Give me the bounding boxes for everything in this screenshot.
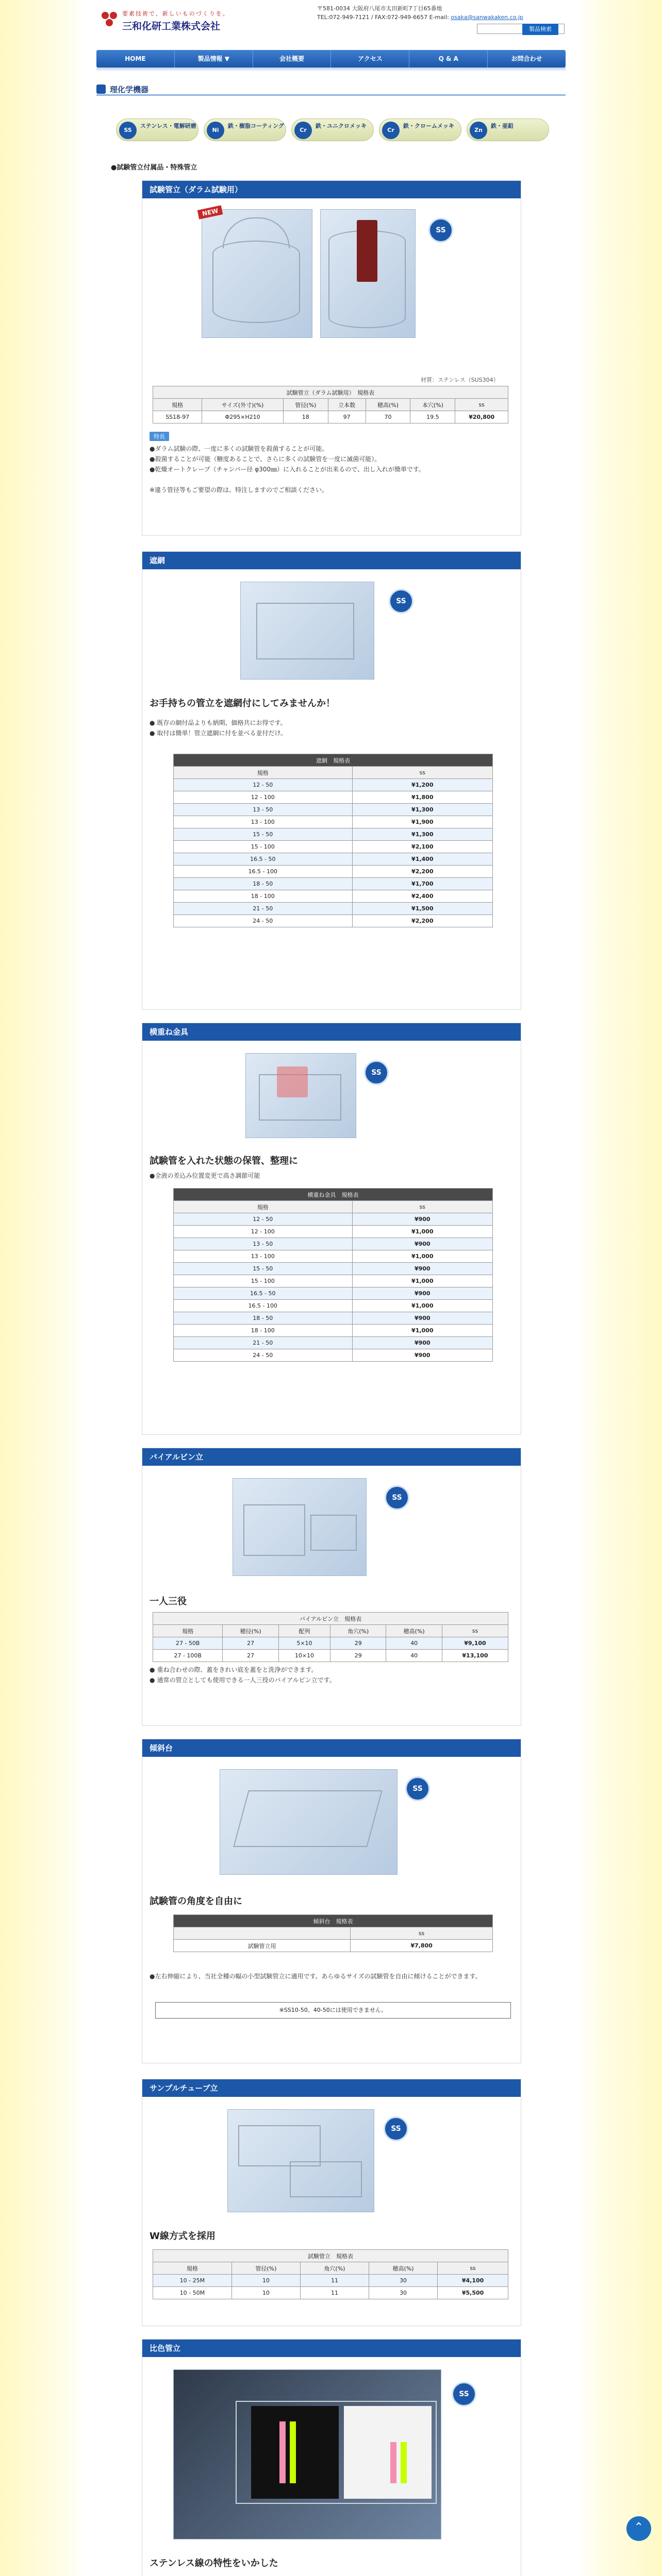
table-row [153,2275,508,2287]
catch-copy: お手持ちの管立を遮網付にしてみませんか！ [150,698,335,709]
cell: SS18-97 [153,411,202,423]
cell: 15 - 50 [174,1263,353,1275]
panel-title: 横重ね金具 [142,1023,521,1041]
scroll-to-top-button[interactable]: ⌃ [626,2516,651,2541]
section-title-icon [96,84,106,94]
logo-tagline: 要素技術で、新しいものづくりを。 [122,10,229,17]
category-label: 鉄・クロームメッキ [403,123,454,129]
cell: 15 - 100 [174,1275,353,1287]
column-header: 配列 [278,1625,330,1637]
product-panel-vial [142,1448,521,1726]
table-row [174,1213,493,1226]
cell: 18 - 100 [174,890,353,903]
table-row [174,1337,493,1349]
price-cell: ¥1,300 [352,828,492,841]
cell: 13 - 100 [174,816,353,828]
point-item: 重ね合わせの際、蓋をきれい底を蓋をと洗浄ができます。 [157,1666,318,1673]
cell: 16.5 - 100 [174,866,353,878]
cell: 97 [328,411,366,423]
table-row [174,779,493,791]
panel-title: 試験管立（ダラム試験用） [142,181,521,198]
ss-badge: SS [389,589,413,614]
price-cell: ¥1,500 [352,903,492,915]
product-photo [173,2369,441,2539]
table-row [153,1637,508,1650]
cell: 16.5 - 50 [174,853,353,866]
cell: 21 - 50 [174,1337,353,1349]
table-row [174,903,493,915]
point-item: 取付は簡単！管立遮網に付を並べる並付だけ。 [157,730,287,737]
cell: 12 - 100 [174,1226,353,1238]
mail-label: E-mail: [429,14,449,21]
spec-table [153,1612,508,1662]
price-cell: ¥1,700 [352,878,492,890]
nav-access[interactable]: アクセス [331,50,409,67]
feature-item: ●乾燥オートクレーブ（チャンバー径 φ300㎜）に入れることが出来るので、出し入れが簡単です。 [150,466,425,473]
column-header: ss [352,767,492,779]
search-button[interactable]: 製品検索 [522,24,558,35]
column-header: 穂高(%) [386,1625,442,1637]
spec-table [153,2249,508,2299]
section-title: 理化学機器 [110,85,149,94]
point-list: ● 既存の網付品よりも納期、価格共にお得です。 ● 取付は簡単！管立遮網に付を並べる並付だけ。 [150,719,287,737]
ss-badge: SS [452,2382,476,2406]
table-row [174,816,493,828]
column-header: ss [442,1625,508,1637]
catch-copy: W線方式を採用 [150,2231,216,2242]
custom-note: ※違う管径等もご要望の際は、特注しますのでご相談ください。 [150,486,328,494]
cell: 24 - 50 [174,915,353,927]
nav-products[interactable]: 製品情報 ▼ [175,50,253,67]
logo[interactable] [101,5,266,37]
price-cell: ¥1,400 [352,853,492,866]
cell: 70 [366,411,410,423]
cell: 10 [231,2287,300,2299]
category-stainless[interactable] [116,118,198,141]
cell: 40 [386,1637,442,1650]
cell: 10 - 50M [153,2287,232,2299]
spec-table [153,386,508,423]
cell: 18 - 50 [174,878,353,890]
section-title-bar [96,82,566,96]
cell: 10×10 [278,1650,330,1662]
cell: 27 - 100B [153,1650,223,1662]
company-logo-icon [101,10,118,28]
table-row [174,878,493,890]
panel-title: バイアルビン立 [142,1448,521,1466]
nav-home[interactable]: HOME [96,50,175,67]
column-header: ss [352,1201,492,1213]
cell: 29 [330,1637,386,1650]
cell: 12 - 50 [174,779,353,791]
cell: 18 - 100 [174,1325,353,1337]
cell: 16.5 - 100 [174,1300,353,1312]
table-caption: 傾斜台 規格表 [174,1915,493,1927]
price-cell: ¥900 [352,1238,492,1250]
cell: 13 - 50 [174,1238,353,1250]
column-header: 規格 [174,767,353,779]
nav-contact[interactable]: お問合わせ [511,55,542,62]
cell: 13 - 100 [174,1250,353,1263]
table-row [174,1300,493,1312]
category-label: ステンレス・電解研磨 [140,123,196,129]
column-header: 穂径(%) [223,1625,278,1637]
price-cell: ¥5,500 [438,2287,508,2299]
cell: 18 [283,411,328,423]
table-row [153,411,508,423]
column-header: 角穴(%) [300,2262,369,2275]
mail-link[interactable]: osaka@sanwakaken.co.jp [451,14,523,21]
category-menu-top [116,118,549,141]
column-header: 規格 [153,1625,223,1637]
category-label: 鉄・亜鉛 [491,123,514,129]
column-header: 穂高(%) [369,2262,438,2275]
table-row [174,828,493,841]
price-cell: ¥1,800 [352,791,492,804]
price-cell: ¥900 [352,1312,492,1325]
category-badge: SS [119,122,137,139]
cell: 5×10 [278,1637,330,1650]
product-photo [202,209,312,338]
cell: 27 [223,1650,278,1662]
product-panel-tilt [142,1739,521,2063]
table-row [174,866,493,878]
ss-badge: SS [405,1776,430,1801]
product-photo [227,2109,374,2212]
product-panel-mesh [142,551,521,1010]
ss-badge: SS [385,1485,409,1510]
category-zinc[interactable] [467,118,549,141]
nav-shadow [96,67,566,72]
column-header: ss [351,1927,493,1940]
product-panel-colorimetric [142,2339,521,2576]
column-header: 管径(%) [231,2262,300,2275]
price-cell: ¥1,000 [352,1250,492,1263]
point-item: 既存の網付品よりも納期、価格共にお得です。 [157,719,287,726]
table-row [174,804,493,816]
page [85,0,577,2576]
product-photo [245,1053,356,1138]
price-cell: ¥2,100 [352,841,492,853]
price-cell: ¥900 [352,1287,492,1300]
cell: 12 - 100 [174,791,353,804]
table-row [174,890,493,903]
header-contact [317,4,575,22]
price-cell: ¥1,300 [352,804,492,816]
cell: 12 - 50 [174,1213,353,1226]
cell: 21 - 50 [174,903,353,915]
table-row [174,915,493,927]
panel-title: 遮網 [142,552,521,569]
product-photo [233,1478,367,1576]
price-cell: ¥1,000 [352,1275,492,1287]
product-photo [220,1769,398,1875]
sub-note: ●全液の差込み位置変更で高さ調節可能 [150,1172,260,1179]
cell: 10 [231,2275,300,2287]
price-cell: ¥900 [352,1337,492,1349]
category-label: 鉄・ユニクロメッキ [316,123,367,129]
column-header: 穂高(%) [366,399,410,411]
category-badge: Zn [470,122,487,139]
material-note: 材質：ステンレス（SUS304） [421,377,499,383]
table-row [174,1275,493,1287]
feature-list [150,444,510,474]
product-panel-stacking [142,1023,521,1435]
price-cell: ¥20,800 [455,411,508,423]
cell: 18 - 50 [174,1312,353,1325]
feature-tag: 特長 [150,432,169,441]
table-caption: 遮網 規格表 [174,754,493,767]
table-row [174,1250,493,1263]
cell: 11 [300,2275,369,2287]
cell: 27 - 50B [153,1637,223,1650]
price-cell: ¥1,000 [352,1300,492,1312]
catch-copy: ステンレス線の特性をいかした [150,2558,278,2569]
category-badge: Cr [382,122,400,139]
table-caption: バイアルビン立 規格表 [153,1613,508,1625]
cell: 16.5 - 50 [174,1287,353,1300]
new-badge: NEW [197,205,223,219]
panel-title: サンプルチューブ立 [142,2079,521,2097]
cell: 10 - 25M [153,2275,232,2287]
breadcrumb: ●試験管立付属品・特殊管立 [111,164,197,172]
table-caption: 横重ね金具 規格表 [174,1189,493,1201]
price-cell: ¥1,900 [352,816,492,828]
table-row [174,853,493,866]
product-panel-sample-tube [142,2079,521,2326]
description: ●左右伸縮により、当社全種の幅の小型試験管立に適用です。あらゆるサイズの試験管を自由に傾けることができます。 [150,1973,482,1980]
ss-badge: SS [384,2116,408,2141]
product-photo-2 [320,209,416,338]
company-name: 三和化研工業株式会社 [122,21,221,32]
table-row [174,1325,493,1337]
panel-title: 比色管立 [142,2340,521,2357]
table-caption: 試験管立（ダラム試験用） 規格表 [153,386,508,399]
table-row [174,1287,493,1300]
price-cell: ¥900 [352,1349,492,1362]
product-panel-durham [142,180,521,536]
table-row [174,791,493,804]
ss-badge: SS [364,1060,389,1085]
column-header: ss [455,399,508,411]
usage-note: ※SS10-50、40-50には使用できません。 [155,2002,511,2019]
feature-item: ●殺菌することが可能（糖度あることで、さらに多くの試験管を一度に滅菌可能）。 [150,455,381,463]
price-cell: ¥9,100 [442,1637,508,1650]
category-badge: Cr [294,122,312,139]
price-cell: ¥13,100 [442,1650,508,1662]
cell: Φ295×H210 [202,411,284,423]
cell: 30 [369,2275,438,2287]
tel-fax: TEL:072-949-7121 / FAX:072-949-6657 [317,14,428,21]
category-resin-coating[interactable] [204,118,286,141]
price-cell: ¥900 [352,1213,492,1226]
table-row [174,1940,493,1952]
ss-badge: SS [428,218,453,243]
table-row [153,2287,508,2299]
column-header: 規格 [174,1201,353,1213]
table-row [174,1226,493,1238]
catch-copy: 試験管を入れた状態の保管、整理に [150,1156,298,1166]
nav-qa[interactable]: Q & A [409,50,488,67]
column-header: 規格 [153,2262,232,2275]
cell: 15 - 50 [174,828,353,841]
table-caption: 試験管立 規格表 [153,2250,508,2262]
table-row [174,1312,493,1325]
cell: 40 [386,1650,442,1662]
cell: 15 - 100 [174,841,353,853]
cell: 27 [223,1637,278,1650]
spec-table [173,754,493,927]
price-cell: ¥1,000 [352,1226,492,1238]
price-cell: ¥2,200 [352,915,492,927]
category-badge: Ni [207,122,224,139]
table-row [174,841,493,853]
table-row [174,1263,493,1275]
column-header: 角穴(%) [330,1625,386,1637]
table-row [153,1650,508,1662]
column-header [174,1927,351,1940]
nav-company[interactable]: 会社概要 [253,50,332,67]
category-chrome[interactable] [379,118,461,141]
price-cell: ¥4,100 [438,2275,508,2287]
catch-copy: 試験管の角度を自由に [150,1896,242,1907]
cell: 19.5 [410,411,455,423]
panel-title: 傾斜台 [142,1739,521,1757]
cell: 24 - 50 [174,1349,353,1362]
feature-item: ●ダラム試験の際、一度に多くの試験管を殺菌することが可能。 [150,445,328,452]
point-item: 通常の管立としても使用できる一人三役のバイアルビン立です。 [157,1676,336,1684]
column-header: 管径(%) [283,399,328,411]
address: 〒581-0034 大阪府八尾市太田新町7丁目65番地 [317,5,442,12]
column-header: サイズ(外寸)(%) [202,399,284,411]
column-header: ss [438,2262,508,2275]
table-row [174,1349,493,1362]
catch-copy: 一人三役 [150,1596,187,1607]
price-cell: ¥2,200 [352,866,492,878]
column-header: 規格 [153,399,202,411]
price-cell: ¥900 [352,1263,492,1275]
cell: 試験管立用 [174,1940,351,1952]
cell: 29 [330,1650,386,1662]
category-label: 鉄・樹脂コーティング [228,123,284,129]
price-cell: ¥1,200 [352,779,492,791]
spec-table [173,1188,493,1362]
point-list: ● 重ね合わせの際、蓋をきれい底を蓋をと洗浄ができます。 ● 通常の管立としても使用できる一人三役のバイアルビン立です。 [150,1666,336,1684]
product-photo [240,582,374,680]
price-cell: ¥7,800 [351,1940,493,1952]
price-cell: ¥1,000 [352,1325,492,1337]
global-nav [96,50,566,67]
cell: 30 [369,2287,438,2299]
column-header: 本穴(%) [410,399,455,411]
price-cell: ¥2,400 [352,890,492,903]
cell: 11 [300,2287,369,2299]
spec-table [173,1914,493,1952]
category-unichrome[interactable] [291,118,374,141]
table-row [174,1238,493,1250]
column-header: 立本数 [328,399,366,411]
cell: 13 - 50 [174,804,353,816]
